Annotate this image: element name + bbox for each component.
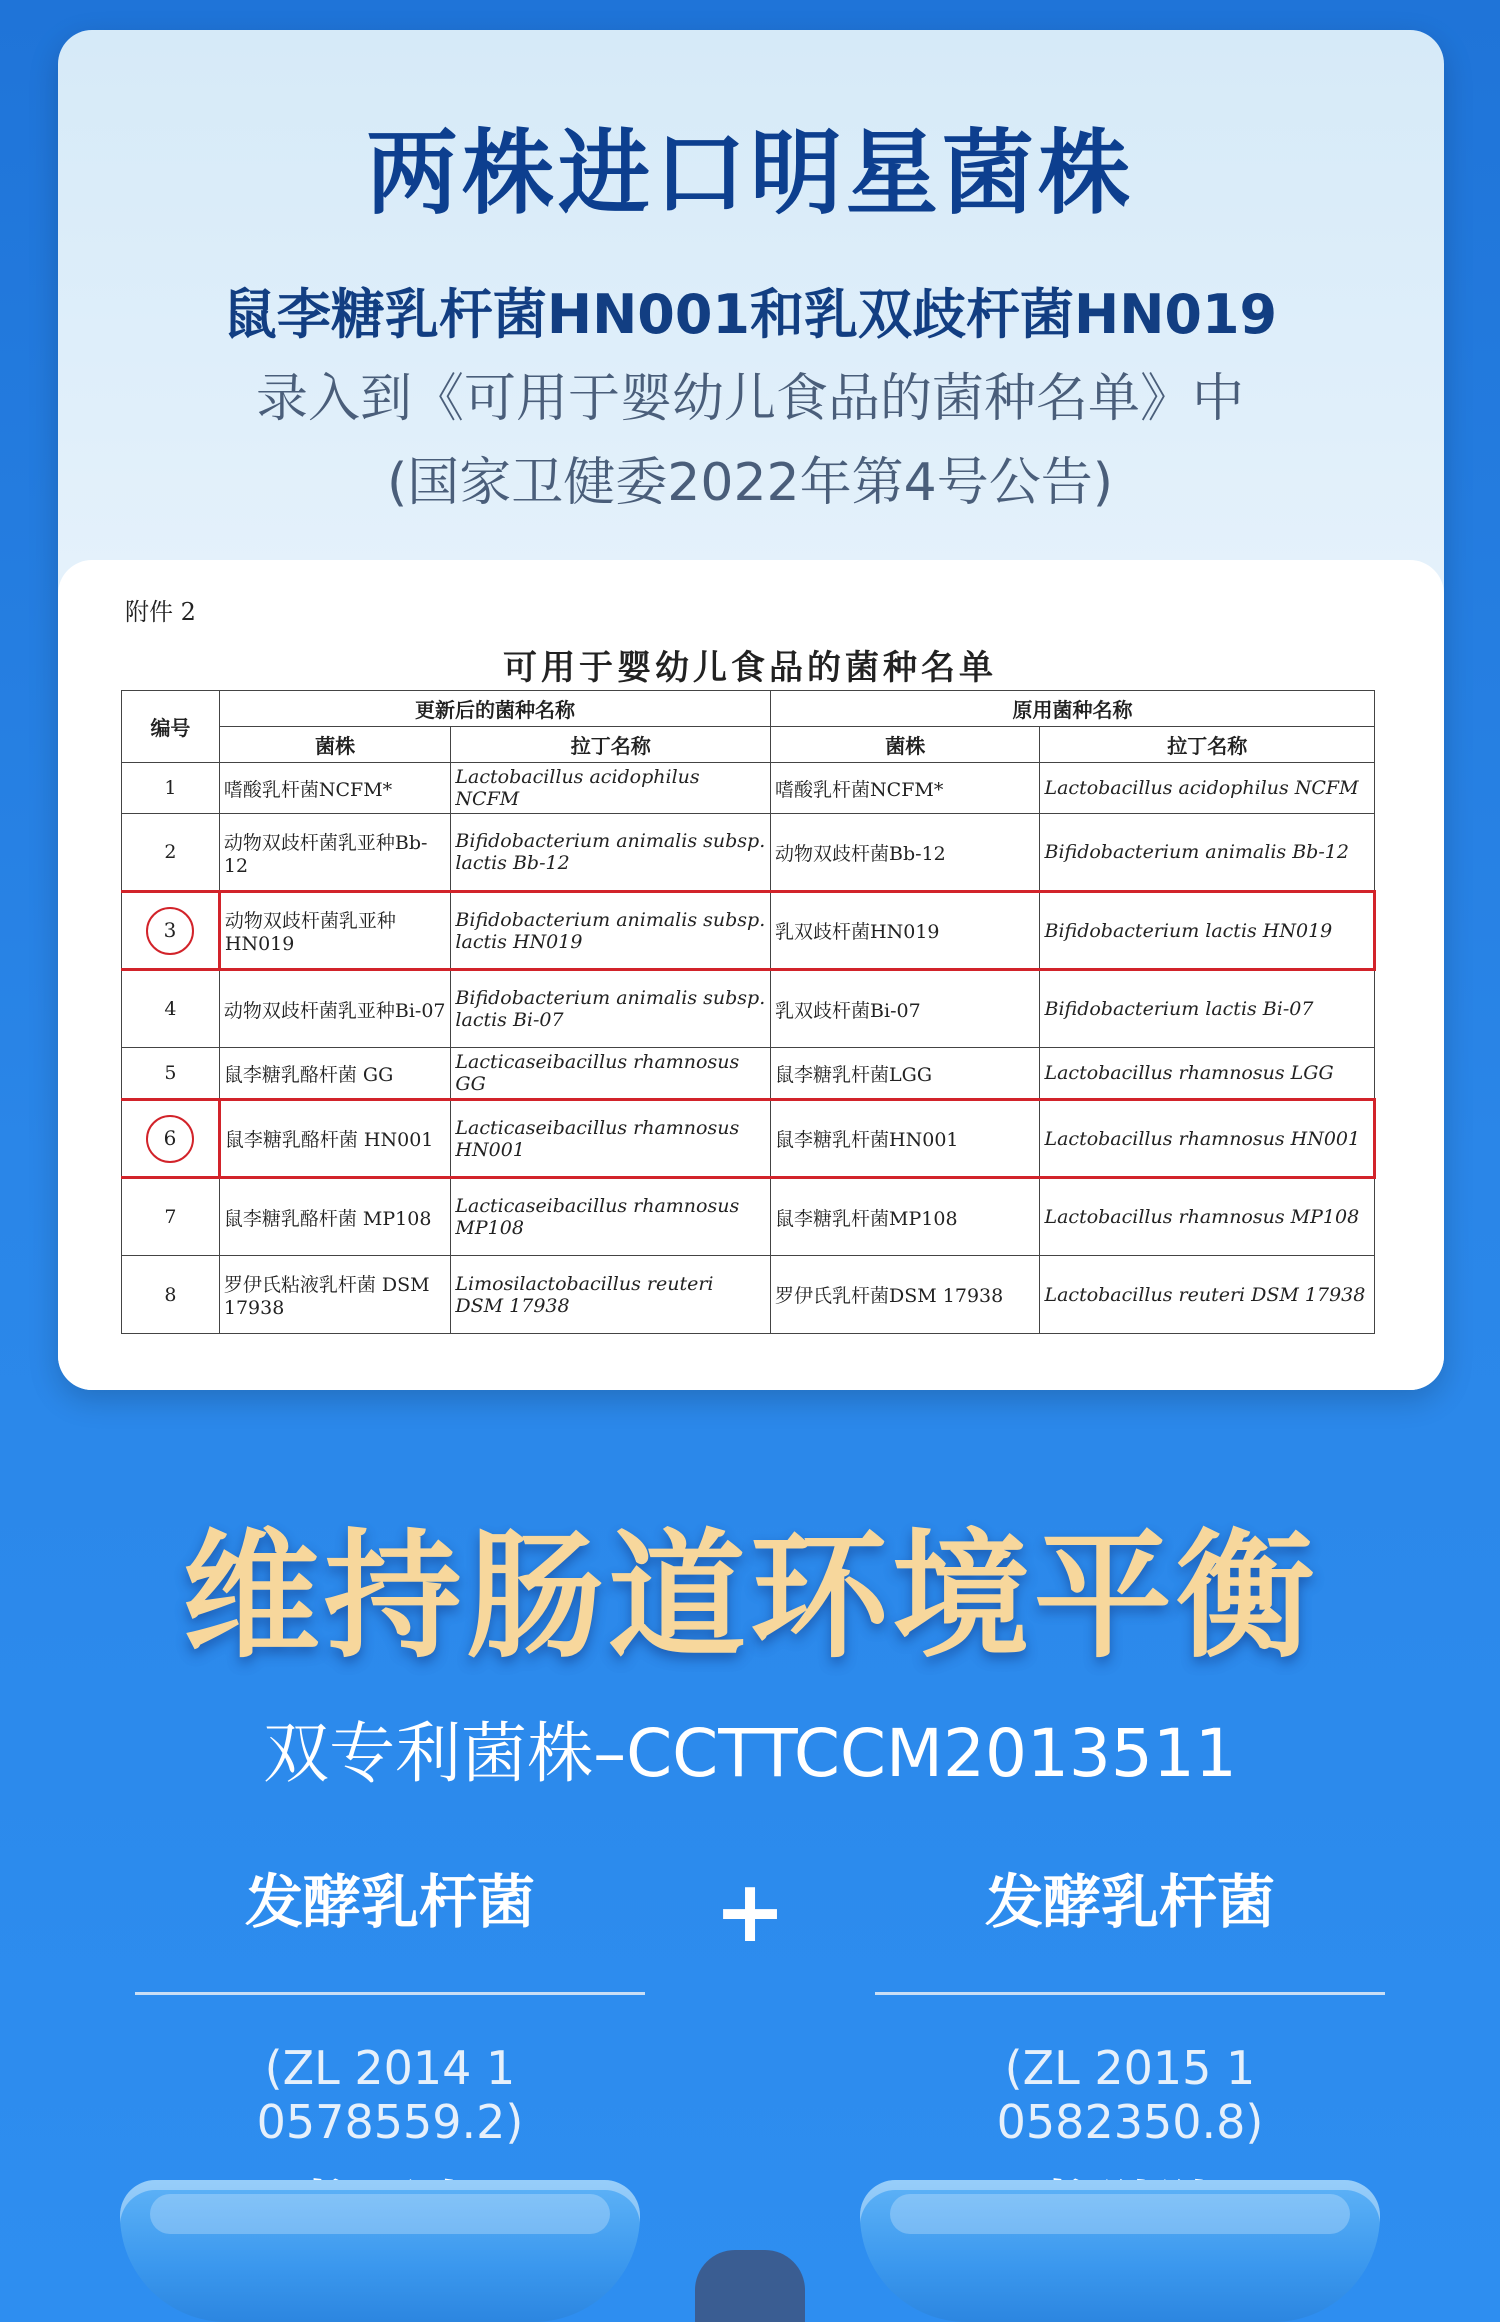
row-number (122, 970, 220, 1048)
new-strain-cn: 鼠李糖乳酪杆菌 GG (219, 1048, 451, 1100)
feature-title: 维持肠道环境平衡 (181, 1516, 1318, 1677)
new-strain-latin: Bifidobacterium animalis subsp. lactis HN019 (451, 892, 771, 970)
old-strain-latin: Lactobacillus rhamnosus MP108 (1040, 1178, 1375, 1256)
strain-line: 鼠李糖乳杆菌HN001和乳双歧杆菌HN019 (222, 283, 1278, 346)
new-strain-latin: Lacticaseibacillus rhamnosus GG (451, 1048, 771, 1100)
right-bowl-graphic (860, 2180, 1380, 2322)
new-strain-cn: 嗜酸乳杆菌NCFM* (219, 763, 451, 814)
row-number (122, 892, 220, 970)
right-patent-code: (ZL 2015 1 0582350.8) (996, 2041, 1264, 2149)
old-strain-latin: Lactobacillus rhamnosus HN001 (1040, 1100, 1375, 1178)
new-strain-cn: 动物双歧杆菌乳亚种Bi-07 (219, 970, 451, 1048)
strain-table (121, 690, 1376, 1334)
header-no: 编号 (122, 691, 220, 763)
document-title: 可用于婴幼儿食品的菌种名单 (503, 648, 997, 688)
row-number-text: 7 (164, 1206, 177, 1228)
new-strain-latin: Lacticaseibacillus rhamnosus MP108 (451, 1178, 771, 1256)
row-number (122, 1048, 220, 1100)
new-strain-latin: Limosilactobacillus reuteri DSM 17938 (451, 1256, 771, 1334)
old-strain-latin: Bifidobacterium lactis HN019 (1040, 892, 1375, 970)
new-strain-cn: 鼠李糖乳酪杆菌 HN001 (219, 1100, 451, 1178)
table-subheader-row (122, 727, 1375, 763)
row-number (122, 763, 220, 814)
old-strain-cn: 嗜酸乳杆菌NCFM* (771, 763, 1040, 814)
row-number (122, 1178, 220, 1256)
list-line: 录入到《可用于婴幼儿食品的菌种名单》中 (255, 369, 1244, 429)
page-title: 两株进口明星菌株 (365, 120, 1134, 227)
table-row (122, 1256, 1375, 1334)
row-number (122, 1256, 220, 1334)
new-strain-cn: 动物双歧杆菌乳亚种HN019 (219, 892, 451, 970)
table-row (122, 1178, 1375, 1256)
table-row (122, 814, 1375, 892)
attachment-label: 附件 2 (125, 598, 196, 626)
row-number (122, 814, 220, 892)
old-strain-cn: 鼠李糖乳杆菌LGG (771, 1048, 1040, 1100)
old-strain-cn: 鼠李糖乳杆菌HN001 (771, 1100, 1040, 1178)
old-strain-cn: 鼠李糖乳杆菌MP108 (771, 1178, 1040, 1256)
left-divider (135, 1992, 645, 1995)
header-strain: 菌株 (771, 727, 1040, 763)
table-row (122, 1100, 1375, 1178)
connector-graphic (695, 2250, 805, 2322)
left-bowl-graphic (120, 2180, 640, 2322)
old-strain-latin: Lactobacillus acidophilus NCFM (1040, 763, 1375, 814)
row-number-text: 5 (164, 1062, 177, 1084)
old-strain-latin: Lactobacillus reuteri DSM 17938 (1040, 1256, 1375, 1334)
right-bowl-rim (890, 2194, 1350, 2234)
table-row (122, 763, 1375, 814)
table-row (122, 970, 1375, 1048)
new-strain-latin: Lacticaseibacillus rhamnosus HN001 (451, 1100, 771, 1178)
table-row (122, 892, 1375, 970)
new-strain-cn: 罗伊氏粘液乳杆菌 DSM 17938 (219, 1256, 451, 1334)
row-number-text: 1 (164, 777, 177, 799)
new-strain-latin: Bifidobacterium animalis subsp. lactis Bb-12 (451, 814, 771, 892)
row-number-text: 8 (164, 1283, 177, 1306)
table-header-row (122, 691, 1375, 727)
old-strain-latin: Bifidobacterium animalis Bb-12 (1040, 814, 1375, 892)
header-updated: 更新后的菌种名称 (219, 691, 770, 727)
table-row (122, 1048, 1375, 1100)
left-patent-code: (ZL 2014 1 0578559.2) (256, 2041, 524, 2149)
old-strain-cn: 乳双歧杆菌Bi-07 (771, 970, 1040, 1048)
header-original: 原用菌种名称 (771, 691, 1375, 727)
right-strain-name: 发酵乳杆菌 (984, 1868, 1275, 1936)
plus-icon: + (713, 1862, 787, 1962)
old-strain-latin: Lactobacillus rhamnosus LGG (1040, 1048, 1375, 1100)
new-strain-latin: Lactobacillus acidophilus NCFM (451, 763, 771, 814)
new-strain-cn: 鼠李糖乳酪杆菌 MP108 (219, 1178, 451, 1256)
header-strain: 菌株 (219, 727, 451, 763)
header-latin: 拉丁名称 (1040, 727, 1375, 763)
circled-row-number: 3 (146, 907, 194, 955)
old-strain-cn: 动物双歧杆菌Bb-12 (771, 814, 1040, 892)
new-strain-cn: 动物双歧杆菌乳亚种Bb-12 (219, 814, 451, 892)
left-strain-name: 发酵乳杆菌 (244, 1868, 535, 1936)
right-divider (875, 1992, 1385, 1995)
new-strain-latin: Bifidobacterium animalis subsp. lactis Bi-07 (451, 970, 771, 1048)
circled-row-number: 6 (146, 1115, 194, 1163)
old-strain-latin: Bifidobacterium lactis Bi-07 (1040, 970, 1375, 1048)
row-number (122, 1100, 220, 1178)
old-strain-cn: 罗伊氏乳杆菌DSM 17938 (771, 1256, 1040, 1334)
patent-line: 双专利菌株–CCTTCCM2013511 (263, 1715, 1237, 1792)
left-bowl-rim (150, 2194, 610, 2234)
notice-line: (国家卫健委2022年第4号公告) (387, 453, 1113, 513)
row-number-text: 2 (164, 841, 177, 863)
old-strain-cn: 乳双歧杆菌HN019 (771, 892, 1040, 970)
header-latin: 拉丁名称 (451, 727, 771, 763)
row-number-text: 4 (164, 998, 177, 1020)
